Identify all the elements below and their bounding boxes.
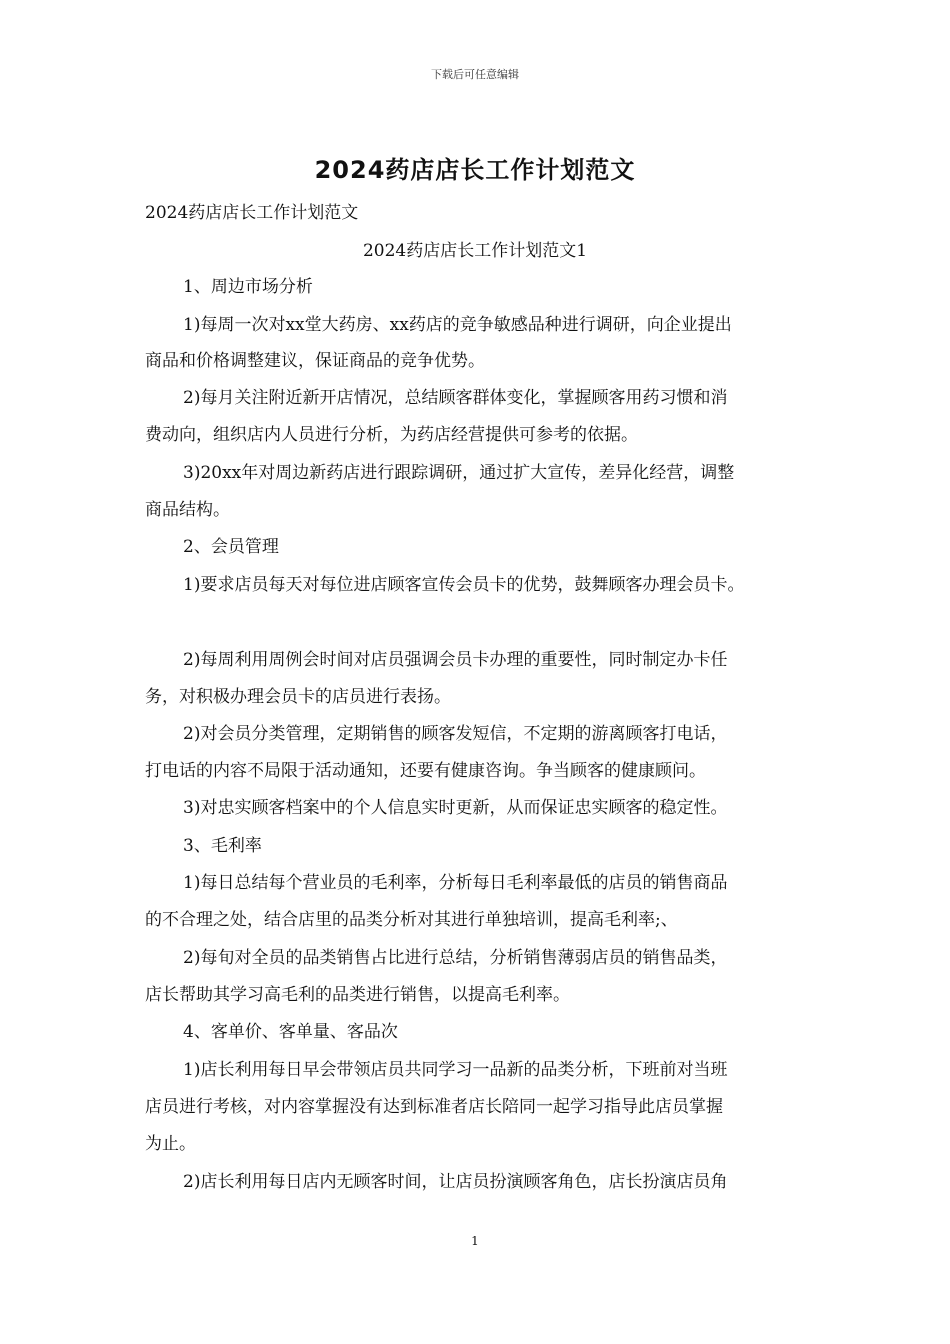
- paragraph-line: 1)要求店员每天对每位进店顾客宣传会员卡的优势，鼓舞顾客办理会员卡。: [183, 575, 745, 595]
- section-heading: 2024药店店长工作计划范文1: [362, 241, 588, 261]
- paragraph-line: 2)店长利用每日店内无顾客时间，让店员扮演顾客角色，店长扮演店员角: [183, 1172, 728, 1192]
- header-note: 下载后可任意编辑: [431, 68, 519, 81]
- heading-market-analysis: 1、周边市场分析: [183, 277, 313, 297]
- paragraph-line: 店员进行考核，对内容掌握没有达到标准者店长陪同一起学习指导此店员掌握: [145, 1097, 723, 1117]
- paragraph-line: 店长帮助其学习高毛利的品类进行销售，以提高毛利率。: [145, 985, 570, 1005]
- paragraph-line: 务，对积极办理会员卡的店员进行表扬。: [145, 687, 451, 707]
- paragraph-line: 2)每月关注附近新开店情况，总结顾客群体变化，掌握顾客用药习惯和消: [183, 388, 728, 408]
- subtitle: 2024药店店长工作计划范文: [145, 203, 359, 223]
- paragraph-line: 打电话的内容不局限于活动通知，还要有健康咨询。争当顾客的健康顾问。: [145, 761, 706, 781]
- paragraph-line: 1)每周一次对xx堂大药房、xx药店的竞争敏感品种进行调研，向企业提出: [183, 315, 732, 335]
- document-title: 2024药店店长工作计划范文: [314, 156, 636, 184]
- paragraph-line: 2)每旬对全员的品类销售占比进行总结，分析销售薄弱店员的销售品类，: [183, 948, 728, 968]
- paragraph-line: 1)每日总结每个营业员的毛利率，分析每日毛利率最低的店员的销售商品: [183, 873, 728, 893]
- paragraph-line: 2)对会员分类管理，定期销售的顾客发短信，不定期的游离顾客打电话，: [183, 724, 728, 744]
- paragraph-line: 3)对忠实顾客档案中的个人信息实时更新，从而保证忠实顾客的稳定性。: [183, 798, 728, 818]
- paragraph-line: 商品结构。: [145, 500, 230, 520]
- heading-member-management: 2、会员管理: [183, 537, 279, 557]
- paragraph-line: 的不合理之处，结合店里的品类分析对其进行单独培训，提高毛利率;、: [145, 910, 678, 930]
- page-number: 1: [471, 1234, 479, 1248]
- paragraph-line: 1)店长利用每日早会带领店员共同学习一品新的品类分析，下班前对当班: [183, 1060, 728, 1080]
- paragraph-line: 费动向，组织店内人员进行分析，为药店经营提供可参考的依据。: [145, 425, 638, 445]
- heading-gross-margin: 3、毛利率: [183, 836, 262, 856]
- paragraph-line: 商品和价格调整建议，保证商品的竞争优势。: [145, 351, 485, 371]
- paragraph-line: 2)每周利用周例会时间对店员强调会员卡办理的重要性，同时制定办卡任: [183, 650, 728, 670]
- heading-customer-metrics: 4、客单价、客单量、客品次: [183, 1022, 398, 1042]
- paragraph-line: 为止。: [145, 1134, 196, 1154]
- paragraph-line: 3)20xx年对周边新药店进行跟踪调研，通过扩大宣传，差异化经营，调整: [183, 463, 735, 483]
